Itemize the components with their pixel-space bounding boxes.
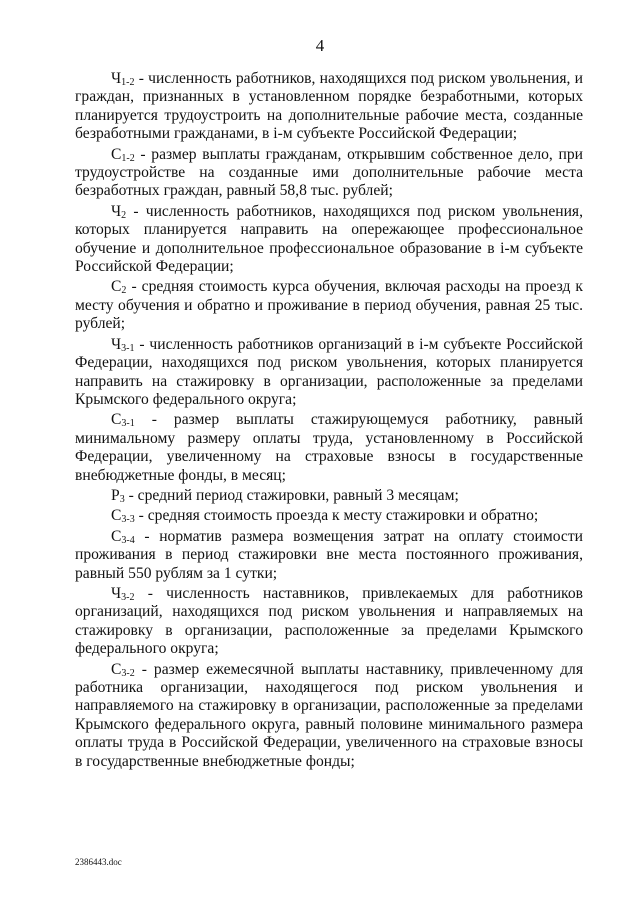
symbol: $С_{3-1}$	[111, 411, 135, 430]
symbol: $Ч_2$	[111, 202, 127, 221]
paragraph-text: - численность работников, находящихся под риском увольнения, которых планируется направить на опережающее профессиональное обучение и дополнительное профессиональное образование в i-м субъекте Российской Федерации;	[75, 202, 583, 276]
symbol: $С_2$	[111, 278, 127, 297]
document-body	[75, 70, 583, 773]
paragraph-ch-2	[75, 203, 583, 277]
symbol: $С_{3-2}$	[111, 660, 135, 679]
paragraph-c-1-2	[75, 146, 583, 201]
symbol: $Р_3$	[111, 486, 125, 505]
paragraph-c-3-2	[75, 661, 583, 771]
paragraph-ch-3-1	[75, 336, 583, 410]
paragraph-text: - средняя стоимость проезда к месту стажировки и обратно;	[134, 507, 539, 525]
symbol: $Ч_{3-2}$	[111, 584, 135, 603]
paragraph-text: - численность работников организаций в i-м субъекте Российской Федерации, находящихся под риском увольнения, которых планируется направить на стажировку в организации, расположенные за пределами Крымского федерального округа;	[75, 335, 583, 408]
paragraph-text: - размер ежемесячной выплаты наставнику, привлеченному для работника организации, находящегося под риском увольнения и направляемого на стажировку в организации, расположенные за пределами Крымского федерального округа, равный половине минимального размера оплаты труда в Российской Федерации, увеличенного на страховые взносы в государственные внебюджетные фонды;	[75, 660, 583, 770]
file-name-footer: 2386443.doc	[75, 857, 122, 867]
paragraph-text: - средний период стажировки, равный 3 месяцам;	[124, 486, 459, 504]
symbol: $С_{3-4}$	[111, 527, 135, 546]
symbol: $С_{1-2}$	[111, 145, 135, 164]
paragraph-c-3-3	[75, 507, 583, 525]
paragraph-text: - размер выплаты гражданам, открывшим собственное дело, при трудоустройстве на созданные ими дополнительные рабочие места безработных граждан, равный 58,8 тыс. рублей;	[75, 145, 583, 200]
paragraph-c-3-1	[75, 411, 583, 485]
paragraph-c-3-4	[75, 528, 583, 583]
paragraph-text: - средняя стоимость курса обучения, включая расходы на проезд к месту обучения и обратно и проживание в период обучения, равная 25 тыс. рублей;	[75, 278, 583, 333]
paragraph-text: - численность работников, находящихся под риском увольнения, и граждан, признанных в установленном порядке безработными, которых планируется трудоустроить на дополнительные рабочие места, созданные безработными гражданами, в i-м субъекте Российской Федерации;	[75, 70, 583, 143]
symbol: $Ч_{1-2}$	[111, 70, 135, 88]
paragraph-text: - норматив размера возмещения затрат на оплату стоимости проживания в период стажировки вне места постоянного проживания, равный 550 рублям за 1 сутки;	[75, 527, 583, 582]
paragraph-ch-1-2	[75, 70, 583, 144]
symbol: $С_{3-3}$	[111, 507, 135, 526]
paragraph-c-2	[75, 278, 583, 333]
paragraph-text: - численность наставников, привлекаемых для работников организаций, находящихся под риском увольнения и направляемых на стажировку в организации, расположенные за пределами Крымского федерального округа;	[75, 584, 583, 658]
page-number: 4	[315, 36, 325, 55]
paragraph-text: - размер выплаты стажирующемуся работнику, равный минимальному размеру оплаты труда, установленному в Российской Федерации, увеличенному на страховые взносы в государственные внебюджетные фонды, в месяц;	[75, 411, 583, 484]
paragraph-r-3	[75, 487, 583, 505]
paragraph-ch-3-2	[75, 585, 583, 659]
symbol: $Ч_{3-1}$	[111, 335, 135, 354]
